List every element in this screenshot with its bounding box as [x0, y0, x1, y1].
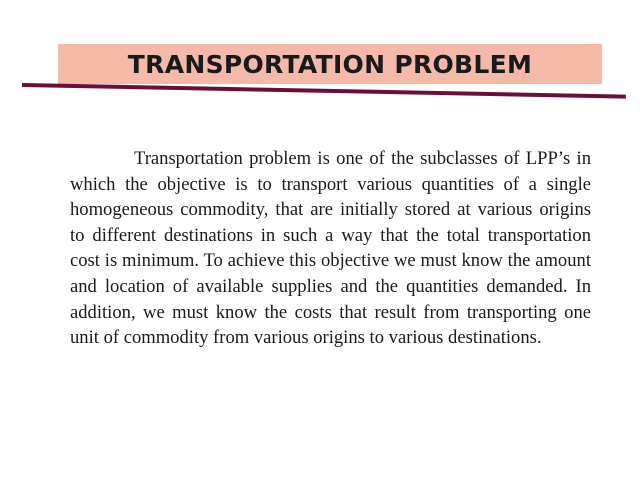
- slide-title: TRANSPORTATION PROBLEM: [127, 49, 533, 79]
- title-divider: [22, 83, 626, 99]
- body-paragraph: Transportation problem is one of the subclasses of LPP’s in which the objective is to transport various quantities of a single homogeneous commodity, that are initially stored at various origins to different destinations in such a way that the total transportation cost is minimum. To achieve this objective we must know the amount and location of available supplies and the quantities demanded. In addition, we must know the costs that result from transporting one unit of commodity from various origins to various destinations.: [70, 148, 591, 349]
- title-banner: [58, 44, 602, 84]
